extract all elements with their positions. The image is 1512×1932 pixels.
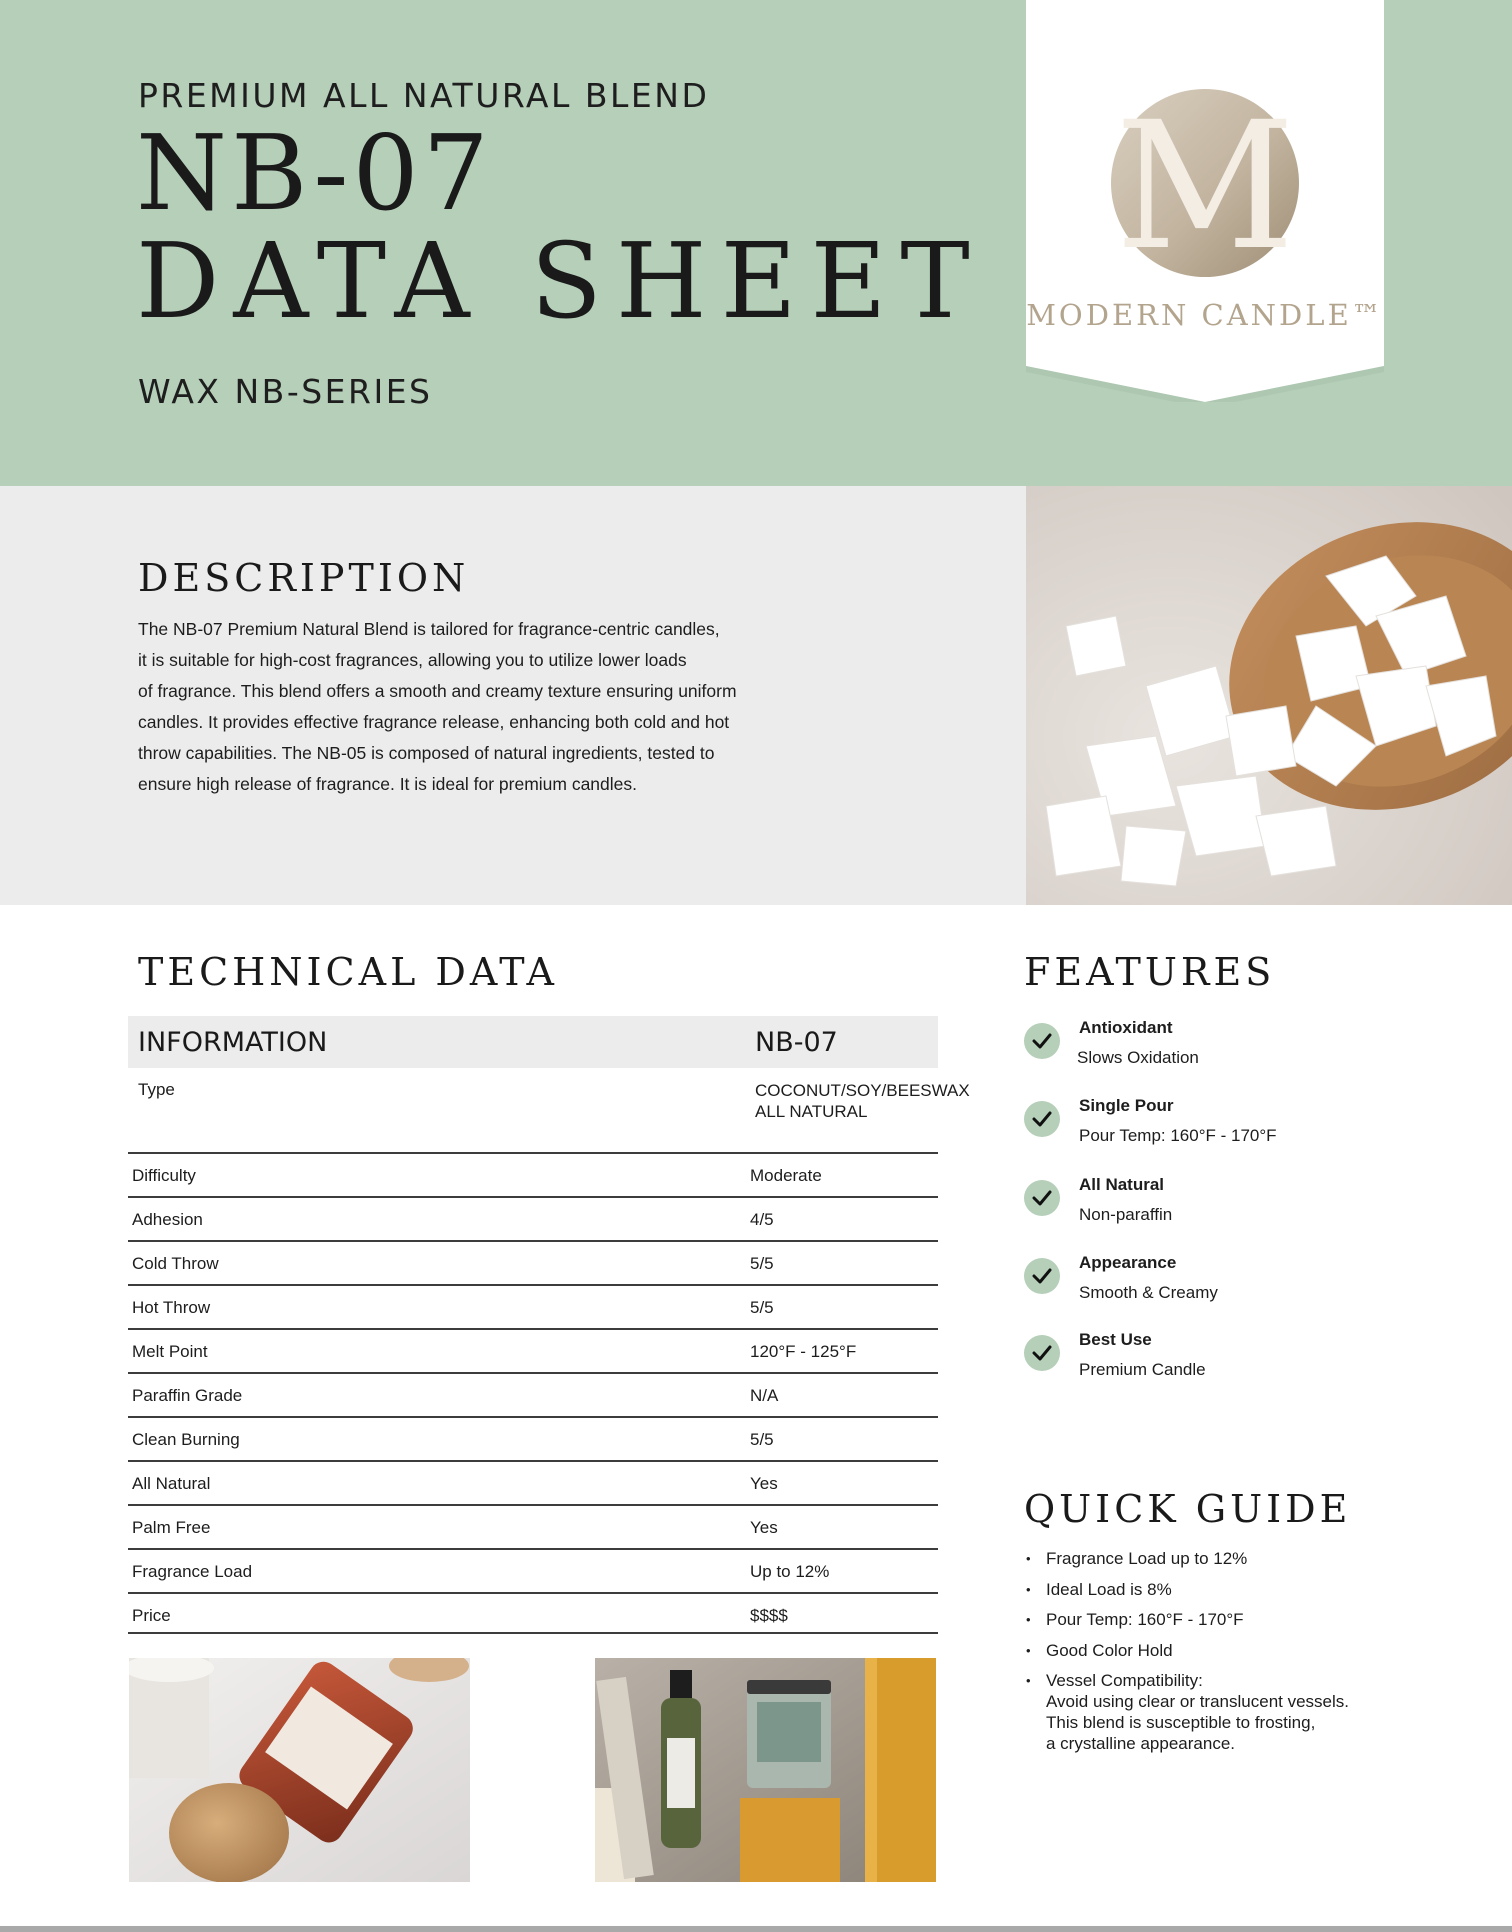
quick-guide-item: • Pour Temp: 160°F - 170°F	[1026, 1609, 1426, 1630]
table-row	[128, 1198, 938, 1242]
feature-subtitle: Premium Candle	[1079, 1360, 1206, 1379]
row-label: Fragrance Load	[132, 1562, 253, 1581]
header-eyebrow: PREMIUM ALL NATURAL BLEND	[138, 76, 710, 115]
feature-subtitle: Pour Temp: 160°F - 170°F	[1079, 1126, 1277, 1145]
feature-subtitle: Non-paraffin	[1079, 1205, 1173, 1224]
candle-jar-photo	[129, 1658, 470, 1882]
description-line: candles. It provides effective fragrance release, enhancing both cold and hot	[138, 712, 730, 732]
quick-guide-item: • Fragrance Load up to 12%	[1026, 1548, 1426, 1569]
brand-banner	[1026, 0, 1384, 402]
type-value-line2: ALL NATURAL	[755, 1102, 868, 1121]
check-icon	[1024, 1180, 1060, 1216]
row-label: All Natural	[132, 1474, 211, 1493]
table-row	[128, 1462, 938, 1506]
row-value: 120°F - 125°F	[750, 1342, 857, 1361]
feature-title: Appearance	[1079, 1253, 1177, 1272]
row-value: 5/5	[750, 1254, 774, 1273]
row-label: Paraffin Grade	[132, 1386, 243, 1405]
vessel-line: This blend is susceptible to frosting,	[1046, 1713, 1316, 1732]
product-flatlay-photo	[595, 1658, 936, 1882]
table-header	[128, 1016, 938, 1068]
row-value: Up to 12%	[750, 1562, 830, 1581]
quick-guide-heading: QUICK GUIDE	[1024, 1487, 1352, 1531]
type-value-line1: COCONUT/SOY/BEESWAX	[755, 1081, 970, 1100]
description-line: ensure high release of fragrance. It is ideal for premium candles.	[138, 774, 638, 794]
feature-title: Single Pour	[1079, 1096, 1174, 1115]
table-row	[128, 1068, 970, 1154]
features-heading: FEATURES	[1024, 950, 1276, 994]
row-label: Clean Burning	[132, 1430, 240, 1449]
brand-name: MODERN CANDLE™	[1026, 298, 1384, 332]
feature-item	[1024, 1018, 1444, 1080]
table-row	[128, 1550, 938, 1594]
column-header-product: NB-07	[755, 1027, 838, 1058]
technical-table	[128, 1016, 970, 1634]
row-value: 5/5	[750, 1430, 774, 1449]
row-label: Price	[132, 1606, 171, 1625]
quick-guide-item: • Good Color Hold	[1026, 1640, 1426, 1661]
vessel-line: Avoid using clear or translucent vessels.	[1046, 1692, 1350, 1711]
description-line: The NB-07 Premium Natural Blend is tailored for fragrance-centric candles,	[138, 619, 720, 639]
feature-title: All Natural	[1079, 1175, 1165, 1194]
row-label: Melt Point	[132, 1342, 208, 1361]
check-icon	[1024, 1023, 1060, 1059]
check-icon	[1024, 1335, 1060, 1371]
table-row	[128, 1154, 938, 1198]
row-value	[755, 1080, 970, 1122]
feature-item	[1024, 1330, 1444, 1392]
feature-item	[1024, 1175, 1444, 1237]
quick-guide-item: • Ideal Load is 8%	[1026, 1579, 1426, 1600]
technical-heading: TECHNICAL DATA	[138, 950, 558, 994]
logo-emblem-icon	[1111, 84, 1299, 289]
quick-guide-item-vessel	[1026, 1670, 1426, 1754]
row-value: Yes	[750, 1474, 778, 1493]
row-value: Moderate	[750, 1166, 822, 1185]
logo-letter: M	[1114, 84, 1296, 289]
row-label: Adhesion	[132, 1210, 203, 1229]
page-title-line2: DATA SHEET	[136, 220, 984, 342]
row-value: 4/5	[750, 1210, 774, 1229]
wax-flakes-photo	[1026, 486, 1512, 905]
row-label: Type	[138, 1080, 175, 1099]
row-value: 5/5	[750, 1298, 774, 1317]
table-row	[128, 1330, 938, 1374]
description-heading: DESCRIPTION	[138, 556, 470, 600]
row-value: $$$$	[750, 1606, 788, 1625]
table-row	[128, 1506, 938, 1550]
quick-guide-list	[1026, 1548, 1426, 1764]
column-header-information: INFORMATION	[138, 1027, 328, 1058]
vessel-title: • Vessel Compatibility:	[1046, 1671, 1203, 1690]
feature-subtitle: Slows Oxidation	[1077, 1048, 1199, 1067]
row-label: Cold Throw	[132, 1254, 219, 1273]
description-line: throw capabilities. The NB-05 is composed of natural ingredients, tested to	[138, 743, 715, 763]
page-title-line1: NB-07	[136, 112, 493, 234]
page-bottom-rule	[0, 1926, 1512, 1932]
row-value: Yes	[750, 1518, 778, 1537]
table-row	[128, 1418, 938, 1462]
feature-subtitle: Smooth & Creamy	[1079, 1283, 1218, 1302]
row-label: Palm Free	[132, 1518, 211, 1537]
row-value: N/A	[750, 1386, 779, 1405]
feature-item	[1024, 1253, 1444, 1315]
check-icon	[1024, 1258, 1060, 1294]
description-line: of fragrance. This blend offers a smooth and creamy texture ensuring uniform	[138, 681, 737, 701]
table-row	[128, 1374, 938, 1418]
series-label: WAX NB-SERIES	[138, 372, 433, 411]
check-icon	[1024, 1101, 1060, 1137]
row-label: Difficulty	[132, 1166, 196, 1185]
row-label: Hot Throw	[132, 1298, 211, 1317]
feature-title: Antioxidant	[1079, 1018, 1173, 1037]
description-body	[138, 614, 758, 800]
feature-title: Best Use	[1079, 1330, 1152, 1349]
vessel-line: a crystalline appearance.	[1046, 1734, 1236, 1753]
table-row	[128, 1242, 938, 1286]
description-line: it is suitable for high-cost fragrances, allowing you to utilize lower loads	[138, 650, 687, 670]
table-row	[128, 1594, 938, 1634]
feature-item	[1024, 1096, 1444, 1158]
table-row	[128, 1286, 938, 1330]
